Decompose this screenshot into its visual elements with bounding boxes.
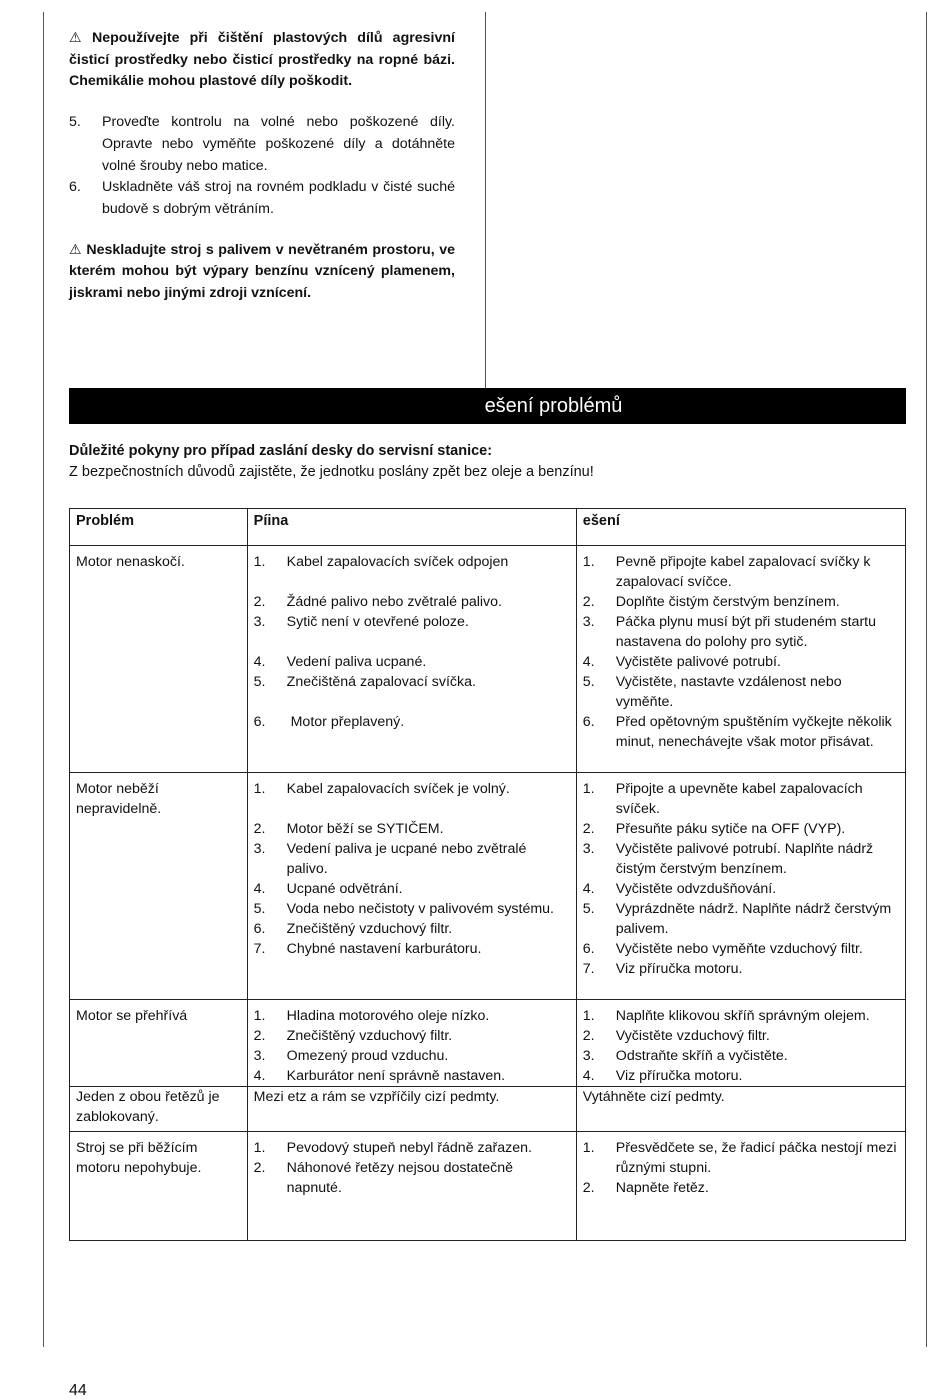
problem-text: Motor nenaskočí. (76, 554, 185, 570)
item-number: 6. (582, 714, 595, 730)
list-item (583, 1046, 899, 1066)
warning-storage-text: Neskladujte stroj s palivem v nevětraném prostoru, ve kterém mohou být výpary benzínu vznícený plamenem, jiskrami nebo jinými zdroji vznícení. (69, 241, 455, 302)
item-number: 6. (582, 941, 595, 957)
item-text: Omezený proud vzduchu. (286, 1048, 449, 1064)
list-item (583, 712, 899, 752)
solution-cell (576, 1132, 905, 1241)
list-item (583, 839, 899, 879)
header-solution: ešení (576, 509, 905, 546)
item-number: 4. (253, 1068, 266, 1084)
item-text: Naplňte klikovou skříň správným olejem. (615, 1008, 870, 1024)
item-text: Vyčistěte odvzdušňování. (615, 881, 777, 897)
cause-cell (247, 546, 576, 773)
item-text: Náhonové řetězy nejsou dostatečně napnuté. (286, 1160, 517, 1196)
table-row (70, 1132, 906, 1241)
problem-cell (70, 546, 248, 773)
item-number: 2. (253, 821, 266, 837)
step-number: 5. (69, 114, 81, 131)
header-problem: Problém (70, 509, 248, 546)
list-item (254, 1006, 570, 1026)
problem-text: Motor neběží nepravidelně. (76, 781, 162, 817)
cause-cell (247, 1000, 576, 1087)
list-item (254, 552, 570, 572)
warning-cleaning-text: Nepoužívejte při čištění plastových dílů agresivní čisticí prostředky nebo čisticí prostředky na ropné bázi. Chemikálie mohou plastové díly poškodit. (69, 30, 455, 90)
problem-text: Jeden z obou řetězů je zablokovaný. (76, 1089, 220, 1125)
list-item (254, 712, 570, 732)
item-text: Žádné palivo nebo zvětralé palivo. (286, 594, 502, 610)
item-number: 1. (582, 781, 595, 797)
list-item (583, 879, 899, 899)
list-item (583, 592, 899, 612)
warning-storage (69, 240, 455, 305)
troubleshooting-table (69, 508, 906, 1241)
solution-cell (576, 1000, 905, 1087)
section-banner (69, 388, 906, 424)
header-cause: Píina (247, 509, 576, 546)
item-text: Mezi etz a rám se vzpříčily cizí pedmty. (253, 1089, 500, 1105)
problem-text: Stroj se při běžícím motoru nepohybuje. (76, 1140, 202, 1176)
list-item (69, 112, 455, 177)
warning-icon: ⚠ (69, 30, 88, 46)
right-margin-line (926, 12, 927, 1347)
item-text: Vytáhněte cizí pedmty. (582, 1089, 725, 1105)
table-row (70, 773, 906, 1000)
item-number: 7. (582, 961, 595, 977)
list-item (254, 839, 570, 879)
list-item (583, 1026, 899, 1046)
list-item (254, 879, 570, 899)
solution-cell (576, 1087, 905, 1132)
item-number: 1. (253, 554, 266, 570)
item-text: Kabel zapalovacích svíček je volný. (286, 781, 510, 797)
problem-cell (70, 1087, 248, 1132)
item-text: Znečištěný vzduchový filtr. (286, 1028, 453, 1044)
list-item (583, 779, 899, 819)
item-number: 1. (253, 1008, 266, 1024)
item-text: Vyčistěte vzduchový filtr. (615, 1028, 770, 1044)
item-number: 3. (582, 614, 595, 630)
list-item (254, 592, 570, 612)
table-row (70, 546, 906, 773)
list-item (254, 652, 570, 672)
column-divider-line (485, 12, 486, 388)
item-number: 3. (253, 614, 266, 630)
cause-cell (247, 1087, 576, 1132)
item-number: 5. (582, 901, 595, 917)
item-text: Karburátor není správně nastaven. (286, 1068, 506, 1084)
left-margin-line (43, 12, 44, 1347)
maintenance-column (69, 28, 455, 305)
item-number: 2. (582, 594, 595, 610)
list-item (254, 779, 570, 799)
item-text: Vedení paliva ucpané. (286, 654, 427, 670)
list-item (254, 612, 570, 632)
list-item (254, 1138, 570, 1158)
list-item (254, 1026, 570, 1046)
item-number: 1. (582, 1140, 595, 1156)
list-item (583, 1066, 899, 1086)
list-item (583, 672, 899, 712)
list-item (583, 612, 899, 652)
list-item (583, 939, 899, 959)
item-text: Pevně připojte kabel zapalovací svíčky k zapalovací svíčce. (615, 554, 875, 590)
list-item (254, 1046, 570, 1066)
cause-cell (247, 773, 576, 1000)
step-number: 6. (69, 179, 81, 196)
item-text: Přesvědčete se, že řadicí páčka nestojí mezi různými stupni. (615, 1140, 901, 1176)
item-text: Před opětovným spuštěním vyčkejte několik minut, nenechávejte však motor přisávat. (615, 714, 896, 750)
solution-cell (576, 546, 905, 773)
item-text: Ucpané odvětrání. (286, 881, 403, 897)
warning-icon: ⚠ (69, 241, 83, 258)
table-row (70, 1087, 906, 1132)
item-number: 2. (253, 1160, 266, 1176)
table-header-row (70, 509, 906, 546)
item-text: Vyčistěte palivové potrubí. Naplňte nádrž čistým čerstvým benzínem. (615, 841, 878, 877)
warning-cleaning (69, 28, 455, 93)
list-item (583, 819, 899, 839)
item-text: Chybné nastavení karburátoru. (286, 941, 482, 957)
service-note-text: Z bezpečnostních důvodů zajistěte, že jednotku poslány zpět bez oleje a benzínu! (69, 464, 594, 480)
item-text: Připojte a upevněte kabel zapalovacích svíček. (615, 781, 867, 817)
item-number: 7. (253, 941, 266, 957)
solution-cell (576, 773, 905, 1000)
list-item (583, 652, 899, 672)
list-item (254, 939, 570, 959)
list-item (69, 177, 455, 220)
item-text: Páčka plynu musí být při studeném startu nastavena do polohy pro sytič. (615, 614, 880, 650)
item-number: 3. (582, 1048, 595, 1064)
item-text: Sytič není v otevřené poloze. (286, 614, 469, 630)
item-number: 6. (253, 714, 266, 730)
step-text: Uskladněte váš stroj na rovném podkladu v čisté suché budově s dobrým větráním. (102, 179, 455, 217)
item-text: Voda nebo nečistoty v palivovém systému. (286, 901, 554, 917)
item-number: 4. (582, 1068, 595, 1084)
list-item (583, 899, 899, 939)
item-text: Vedení paliva je ucpané nebo zvětralé palivo. (286, 841, 531, 877)
problem-cell (70, 1132, 248, 1241)
item-text: Znečištěná zapalovací svíčka. (286, 674, 476, 690)
list-item (254, 919, 570, 939)
list-item (254, 819, 570, 839)
list-item (583, 1178, 899, 1198)
item-number: 2. (582, 1028, 595, 1044)
service-note-heading: Důležité pokyny pro případ zaslání desky do servisní stanice: (69, 443, 493, 459)
item-text: Odstraňte skříň a vyčistěte. (615, 1048, 788, 1064)
item-text: Vyčistěte, nastavte vzdálenost nebo vyměňte. (615, 674, 846, 710)
item-text: Viz příručka motoru. (615, 961, 743, 977)
item-number: 1. (253, 1140, 266, 1156)
problem-cell (70, 773, 248, 1000)
item-text: Vyprázdněte nádrž. Naplňte nádrž čerstvým palivem. (615, 901, 896, 937)
list-item (583, 552, 899, 592)
item-number: 1. (582, 554, 595, 570)
list-item (583, 959, 899, 979)
list-item (254, 1158, 570, 1198)
problem-text: Motor se přehřívá (76, 1008, 188, 1024)
item-number: 5. (582, 674, 595, 690)
item-number: 2. (582, 1180, 595, 1196)
item-number: 4. (253, 881, 266, 897)
item-number: 4. (253, 654, 266, 670)
item-text: Viz příručka motoru. (615, 1068, 743, 1084)
item-text: Motor přeplavený. (286, 714, 405, 730)
item-number: 6. (253, 921, 266, 937)
item-text: Znečištěný vzduchový filtr. (286, 921, 453, 937)
item-number: 3. (253, 841, 266, 857)
item-text: Přesuňte páku sytiče na OFF (VYP). (615, 821, 846, 837)
cause-cell (247, 1132, 576, 1241)
item-number: 1. (253, 781, 266, 797)
item-number: 5. (253, 674, 266, 690)
table-row (70, 1000, 906, 1087)
list-item (254, 672, 570, 692)
list-item (254, 1066, 570, 1086)
item-number: 1. (582, 1008, 595, 1024)
item-number: 4. (582, 654, 595, 670)
section-title: ešení problémů (484, 395, 623, 417)
item-text: Napněte řetěz. (615, 1180, 709, 1196)
item-text: Vyčistěte nebo vyměňte vzduchový filtr. (615, 941, 863, 957)
item-number: 2. (253, 594, 266, 610)
item-number: 3. (253, 1048, 266, 1064)
list-item (583, 1138, 899, 1178)
item-text: Doplňte čistým čerstvým benzínem. (615, 594, 840, 610)
service-note (69, 441, 906, 483)
list-item (583, 1006, 899, 1026)
item-text: Vyčistěte palivové potrubí. (615, 654, 781, 670)
item-text: Hladina motorového oleje nízko. (286, 1008, 490, 1024)
maintenance-steps (69, 112, 455, 221)
step-text: Proveďte kontrolu na volné nebo poškozené díly. Opravte nebo vyměňte poškozené díly a dotáhněte volné šrouby nebo matice. (102, 114, 455, 174)
page-number: 44 (69, 1382, 87, 1399)
item-number: 2. (582, 821, 595, 837)
item-text: Kabel zapalovacích svíček odpojen (286, 554, 509, 570)
item-number: 5. (253, 901, 266, 917)
item-text: Pevodový stupeň nebyl řádně zařazen. (286, 1140, 532, 1156)
list-item (254, 899, 570, 919)
problem-cell (70, 1000, 248, 1087)
item-number: 2. (253, 1028, 266, 1044)
item-text: Motor běží se SYTIČEM. (286, 821, 444, 837)
item-number: 4. (582, 881, 595, 897)
item-number: 3. (582, 841, 595, 857)
